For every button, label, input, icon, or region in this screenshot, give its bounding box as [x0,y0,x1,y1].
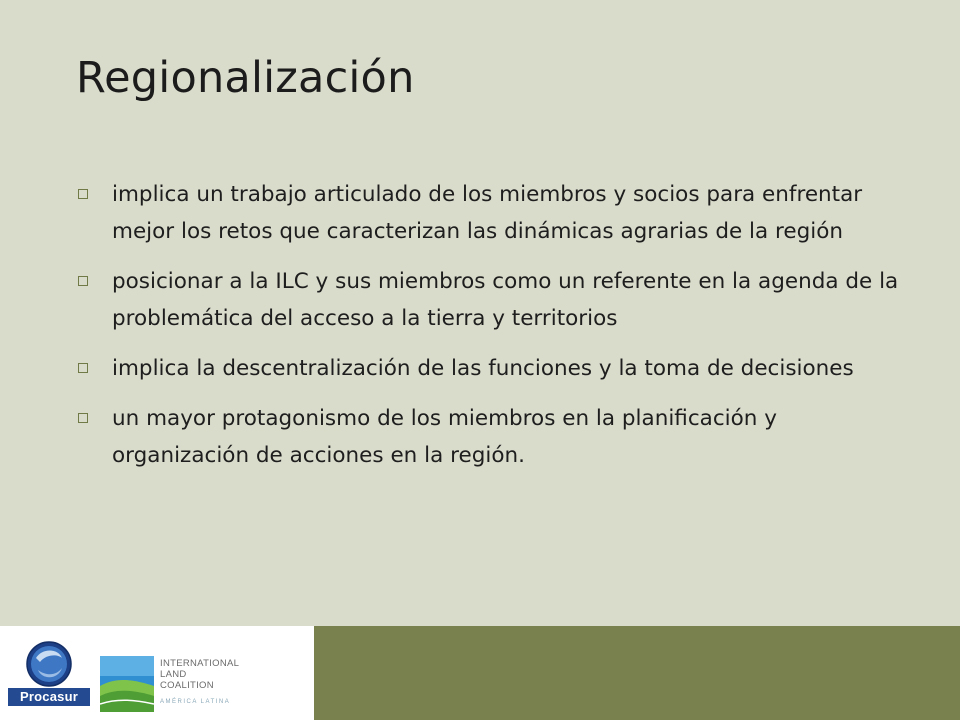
bullet-item [76,350,906,387]
footer [0,626,960,720]
square-bullet-icon [78,189,88,199]
procasur-logo [8,640,90,714]
bullet-text: implica un trabajo articulado de los miembros y socios para enfrentar mejor los retos que caracterizan las dinámicas agrarias de la región [112,182,863,244]
square-bullet-icon [78,363,88,373]
square-bullet-icon [78,413,88,423]
bullet-text: posicionar a la ILC y sus miembros como un referente en la agenda de la problemática del acceso a la tierra y territorios [112,269,899,331]
bullet-text: implica la descentralización de las funciones y la toma de decisiones [112,356,854,381]
land-waves-icon [100,656,154,712]
ilc-logo [100,656,242,712]
bullet-item [76,176,906,250]
bullet-text: un mayor protagonismo de los miembros en la planificación y organización de acciones en la región. [112,406,777,468]
procasur-wordmark: Procasur [8,688,90,706]
bullet-item [76,400,906,474]
bullet-list [76,176,906,487]
ilc-wordmark: INTERNATIONAL LAND COALITION [160,658,240,691]
ilc-subtitle: AMÉRICA LATINA [160,699,231,705]
globe-icon [8,640,90,688]
slide-title: Regionalización [76,53,415,103]
footer-logo-area [0,626,314,720]
bullet-item [76,263,906,337]
square-bullet-icon [78,276,88,286]
footer-color-band [314,626,960,720]
